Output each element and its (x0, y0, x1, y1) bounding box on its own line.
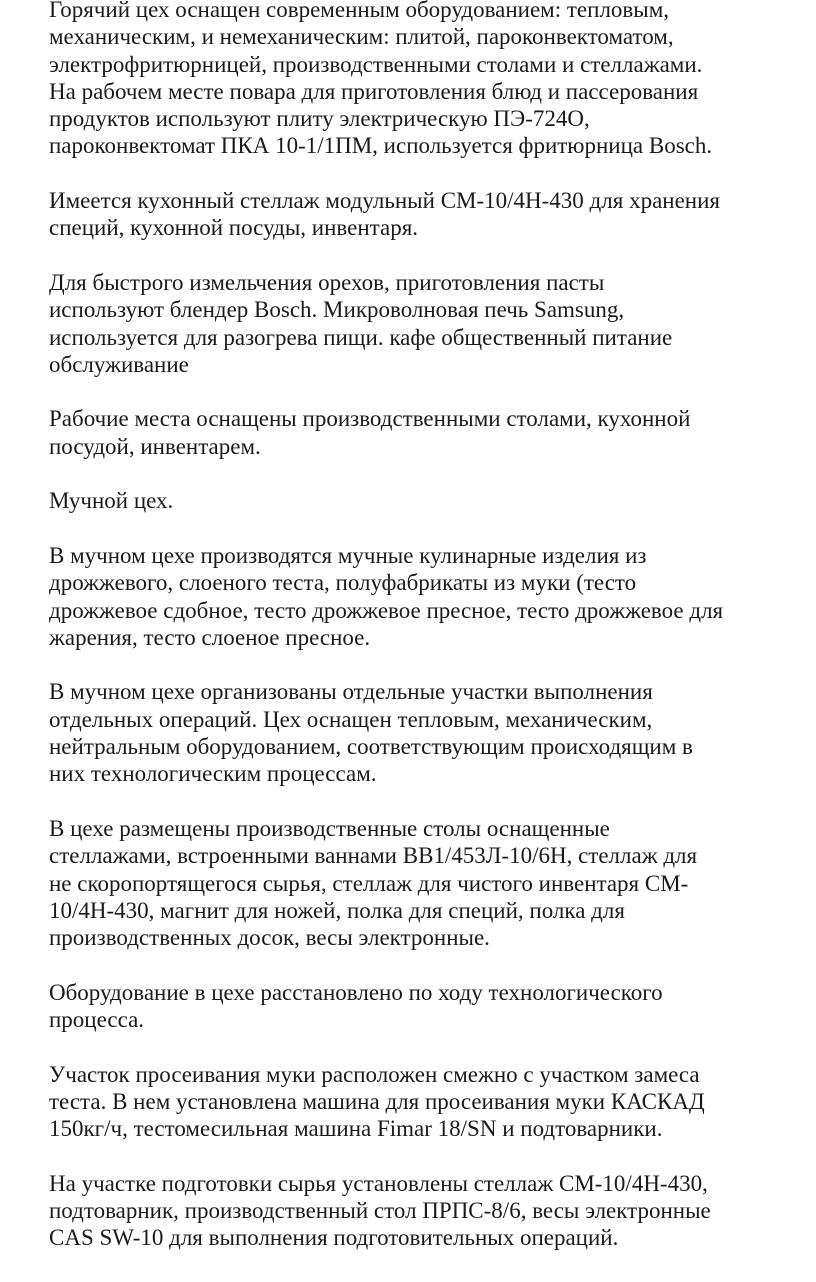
paragraph-flour-products: В мучном цехе производятся мучные кулинарные изделия из дрожжевого, слоеного теста, полуфабрикаты из муки (тесто дрожжевое сдобное, тесто дрожжевое пресное, тесто дрожжевое для жарения, тесто слоеное пресное. (49, 542, 724, 650)
paragraph-blender-microwave: Для быстрого измельчения орехов, приготовления пасты используют блендер Bosch. Микроволновая печь Samsung, используется для разогрева пищи. кафе общественный питание обслуживание (49, 269, 673, 377)
paragraph-equipment-arrangement: Оборудование в цехе расстановлено по ходу технологического процесса. (49, 979, 663, 1032)
paragraph-sifting-area: Участок просеивания муки расположен смежно с участком замеса теста. В нем установлена машина для просеивания муки КАСКАД 150кг/ч, тестомесильная машина Fimar 18/SN и подтоварники. (49, 1061, 705, 1142)
paragraph-preparation-area: На участке подготовки сырья установлены стеллаж СМ-10/4Н-430, подтоварник, производственный стол ПРПС-8/6, весы электронные CAS SW-10 для выполнения подготовительных операций. (49, 1170, 711, 1251)
paragraph-workplaces: Рабочие места оснащены производственными столами, кухонной посудой, инвентарем. (49, 406, 691, 459)
paragraph-flour-shop-heading: Мучной цех. (49, 488, 174, 514)
paragraph-kitchen-rack: Имеется кухонный стеллаж модульный СМ-10/4Н-430 для хранения специй, кухонной посуды, инвентаря. (49, 188, 720, 241)
paragraph-flour-shop-tables: В цехе размещены производственные столы оснащенные стеллажами, встроенными ваннами ВВ1/453Л-10/6Н, стеллаж для не скоропортящегося сырья, стеллаж для чистого инвентаря СМ- 10/4Н-430, магнит для ножей, полка для специй, полка для производственных досок, весы электронные. (49, 815, 698, 951)
paragraph-hot-shop-equipment: Горячий цех оснащен современным оборудованием: тепловым, механическим, и немеханическим: плитой, пароконвектоматом, электрофритюрницей, производственными столами и стеллажами. На рабочем месте повара для приготовления блюд и пассерования продуктов используют плиту электрическую ПЭ-724О, пароконвектомат ПКА 10-1/1ПМ, используется фритюрница Bosch. (49, 0, 713, 159)
paragraph-flour-shop-areas: В мучном цехе организованы отдельные участки выполнения отдельных операций. Цех оснащен тепловым, механическим, нейтральным оборудованием, соответствующим происходящим в них технологическим процессам. (49, 679, 693, 787)
